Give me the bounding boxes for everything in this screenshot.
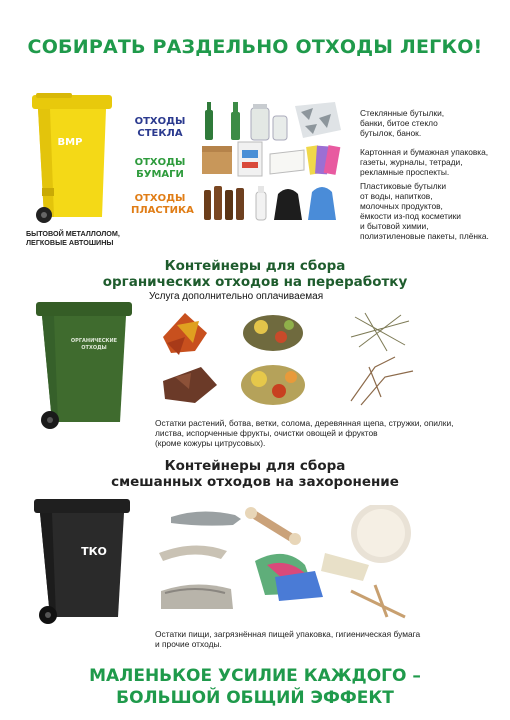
black-bin-code: ТКО: [81, 545, 107, 558]
page-title: СОБИРАТЬ РАЗДЕЛЬНО ОТХОДЫ ЛЕГКО!: [27, 36, 483, 58]
mixed-items-image: [155, 505, 420, 630]
organic-paid-note: Услуга дополнительно оплачиваемая: [149, 291, 324, 302]
mixed-description: Остатки пищи, загрязнённая пищей упаковка, гигиеническая бумага и прочие отходы.: [155, 629, 421, 649]
plastic-items-image: [200, 180, 350, 227]
green-bin-image: [32, 300, 136, 432]
label-glass: ОТХОДЫ СТЕКЛА: [134, 116, 186, 139]
yellow-bin-caption: БЫТОВОЙ МЕТАЛЛОЛОМ, ЛЕГКОВЫЕ АВТОШИНЫ: [26, 229, 120, 247]
paper-description: Картонная и бумажная упаковка, газеты, журналы, тетради, рекламные проспекты.: [360, 147, 489, 177]
plastic-description: Пластиковые бутылки от воды, напитков, молочных продуктов, ёмкости из-под косметики и бытовой химии, полиэтиленовые пакеты, плёнка.: [360, 181, 489, 241]
svg-text:ОРГАНИЧЕСКИЕ: ОРГАНИЧЕСКИЕ: [70, 338, 118, 344]
footer-slogan: МАЛЕНЬКОЕ УСИЛИЕ КАЖДОГО – БОЛЬШОЙ ОБЩИЙ ЭФФЕКТ: [89, 666, 421, 708]
glass-description: Стеклянные бутылки, банки, битое стекло бутылок, банок.: [360, 108, 445, 138]
black-bin-image: [30, 497, 134, 627]
organic-items-image: [155, 307, 420, 416]
mixed-section-title: Контейнеры для сбора смешанных отходов на захоронение: [111, 458, 399, 490]
label-plastic: ОТХОДЫ ПЛАСТИКА: [131, 193, 194, 216]
label-paper: ОТХОДЫ БУМАГИ: [134, 157, 186, 180]
organic-description: Остатки растений, ботва, ветки, солома, деревянная щепа, стружки, опилки, листва, испорченные фрукты, очистки овощей и фруктов (кроме кожуры цитрусовых).: [155, 418, 454, 448]
svg-text:ОТХОДЫ: ОТХОДЫ: [81, 345, 107, 351]
organic-section-title: Контейнеры для сбора органических отходов на переработку: [102, 258, 408, 290]
yellow-bin-code: ВМР: [57, 137, 83, 148]
yellow-bin-image: [30, 93, 114, 225]
